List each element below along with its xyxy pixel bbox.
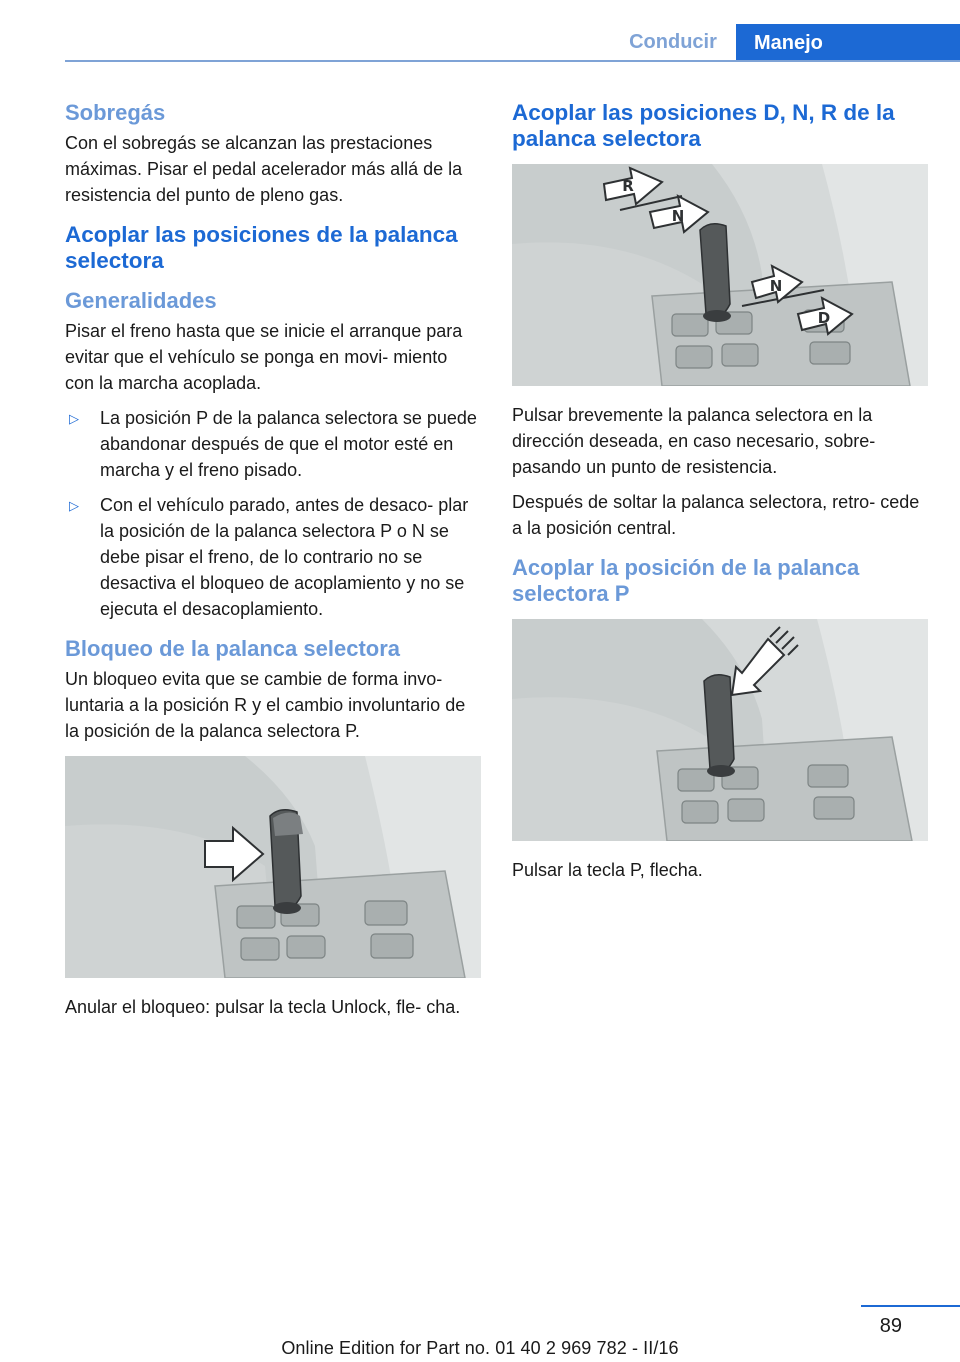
- triangle-bullet-icon: ▷: [69, 411, 79, 426]
- left-column: [65, 100, 481, 1029]
- label-n-lower: N: [769, 277, 783, 295]
- label-n-upper: N: [671, 207, 685, 225]
- heading-acoplar-p: Acoplar la posición de la palanca selectora P: [512, 555, 860, 606]
- page-number: 89: [879, 1315, 902, 1337]
- caption-p: Pulsar la tecla P, flecha.: [512, 860, 703, 880]
- figure-p-button: [512, 619, 928, 841]
- header-rule: [65, 60, 960, 62]
- bullet-list: [65, 405, 481, 622]
- paragraph-dnr-1: Pulsar brevemente la palanca selectora en la dirección deseada, en caso necesario, sobre- pasando un punto de resistencia.: [512, 405, 876, 477]
- heading-generalidades: Generalidades: [65, 288, 217, 313]
- triangle-bullet-icon: ▷: [69, 498, 79, 513]
- gear-selector-p-illustration: [512, 619, 928, 841]
- paragraph-bloqueo: Un bloqueo evita que se cambie de forma invo- luntaria a la posición R y el cambio involuntario de la posición de la palanca selectora P.: [65, 669, 466, 741]
- list-item-text: La posición P de la palanca selectora se puede abandonar después de que el motor esté en marcha y el freno pisado.: [100, 408, 477, 480]
- label-d: D: [817, 309, 831, 327]
- paragraph-sobregas: Con el sobregás se alcanzan las prestaciones máximas. Pisar el pedal acelerador más allá de la resistencia del punto de pleno gas.: [65, 133, 463, 205]
- figure-dnr-positions: [512, 164, 928, 386]
- heading-acoplar-posiciones: Acoplar las posiciones de la palanca selectora: [65, 222, 458, 273]
- list-item: [65, 492, 481, 622]
- section-tab-manejo[interactable]: Manejo: [736, 24, 960, 62]
- paragraph-generalidades: Pisar el freno hasta que se inicie el arranque para evitar que el vehículo se ponga en movi- miento con la marcha acoplada.: [65, 321, 463, 393]
- heading-sobregas: Sobregás: [65, 100, 166, 125]
- right-column: [512, 100, 928, 892]
- heading-bloqueo: Bloqueo de la palanca selectora: [65, 636, 401, 661]
- label-r: R: [622, 177, 634, 195]
- list-item: [65, 405, 481, 483]
- list-item-text: Con el vehículo parado, antes de desaco- plar la posición de la palanca selectora P o N se debe pisar el freno, de lo contrario no se desactiva el bloqueo de acoplamiento y no se ejecuta el desacoplamiento.: [100, 495, 469, 619]
- gear-selector-dnr-illustration: [512, 164, 928, 386]
- edition-footer: Online Edition for Part no. 01 40 2 969 782 - II/16: [281, 1338, 679, 1358]
- paragraph-dnr-2: Después de soltar la palanca selectora, retro- cede a la posición central.: [512, 492, 920, 538]
- section-tab-conducir[interactable]: Conducir: [629, 31, 717, 53]
- footer-rule: [861, 1305, 960, 1307]
- figure-unlock-button: [65, 756, 481, 978]
- gear-selector-unlock-illustration: [65, 756, 481, 978]
- caption-unlock: Anular el bloqueo: pulsar la tecla Unlock, fle- cha.: [65, 997, 461, 1017]
- heading-acoplar-dnr: Acoplar las posiciones D, N, R de la palanca selectora: [512, 100, 895, 151]
